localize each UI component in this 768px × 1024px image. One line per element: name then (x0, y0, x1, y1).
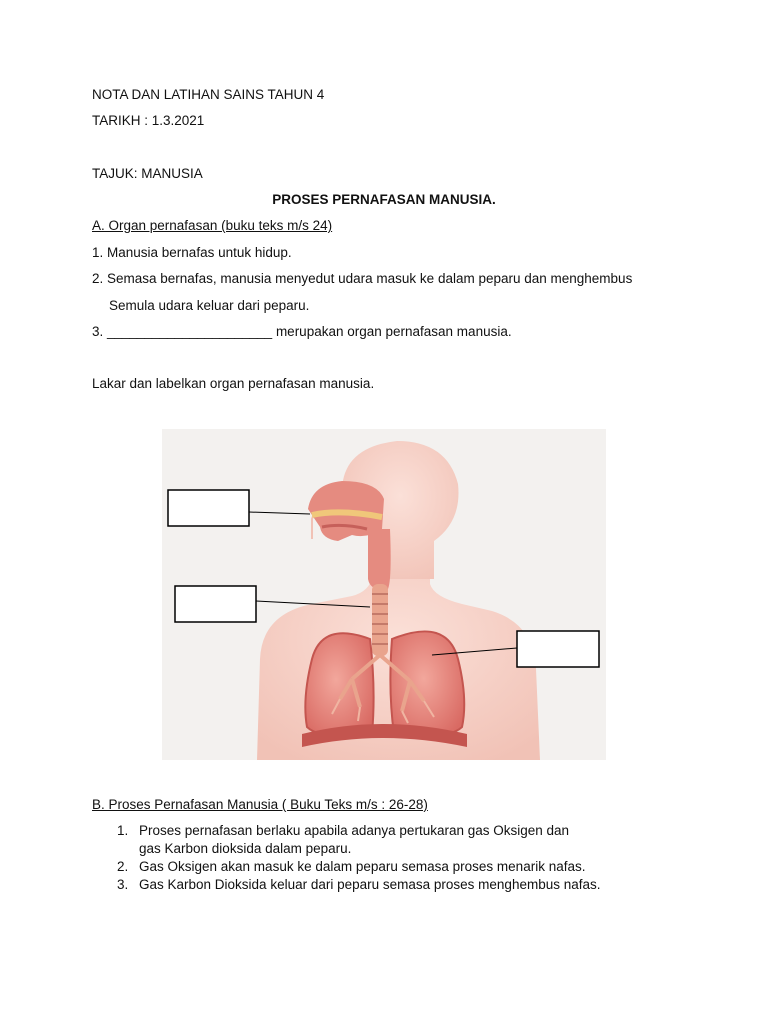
label-box-1 (168, 490, 249, 526)
sketch-instruction: Lakar dan labelkan organ pernafasan manusia. (92, 376, 375, 391)
label-box-3 (517, 631, 599, 667)
list-item: 2. Gas Oksigen akan masuk ke dalam peparu semasa proses menarik nafas. (117, 859, 586, 874)
topic-line: TAJUK: MANUSIA (92, 166, 203, 181)
section-a-item-2-line-1: 2. Semasa bernafas, manusia menyedut udara masuk ke dalam peparu dan menghembus (92, 271, 633, 286)
section-a-item-1: 1. Manusia bernafas untuk hidup. (92, 245, 292, 260)
section-b-heading: B. Proses Pernafasan Manusia ( Buku Teks m/s : 26-28) (92, 797, 428, 812)
section-a-item-3: 3. ______________________ merupakan organ pernafasan manusia. (92, 324, 512, 339)
respiratory-system-diagram-icon (162, 429, 606, 760)
list-item: 3. Gas Karbon Dioksida keluar dari peparu semasa proses menghembus nafas. (117, 877, 601, 892)
page-title: PROSES PERNAFASAN MANUSIA. (272, 192, 496, 207)
header-line: NOTA DAN LATIHAN SAINS TAHUN 4 (92, 87, 325, 102)
section-a-item-2-line-2: Semula udara keluar dari peparu. (109, 298, 310, 313)
section-b-list (117, 822, 601, 894)
section-a-heading: A. Organ pernafasan (buku teks m/s 24) (92, 218, 333, 233)
respiratory-system-figure (162, 429, 606, 760)
label-box-2 (175, 586, 256, 622)
list-item: 1. Proses pernafasan berlaku apabila adanya pertukaran gas Oksigen dan gas Karbon dioksida dalam peparu. (117, 823, 570, 856)
trachea-icon (372, 584, 388, 656)
date-line: TARIKH : 1.3.2021 (92, 113, 205, 128)
